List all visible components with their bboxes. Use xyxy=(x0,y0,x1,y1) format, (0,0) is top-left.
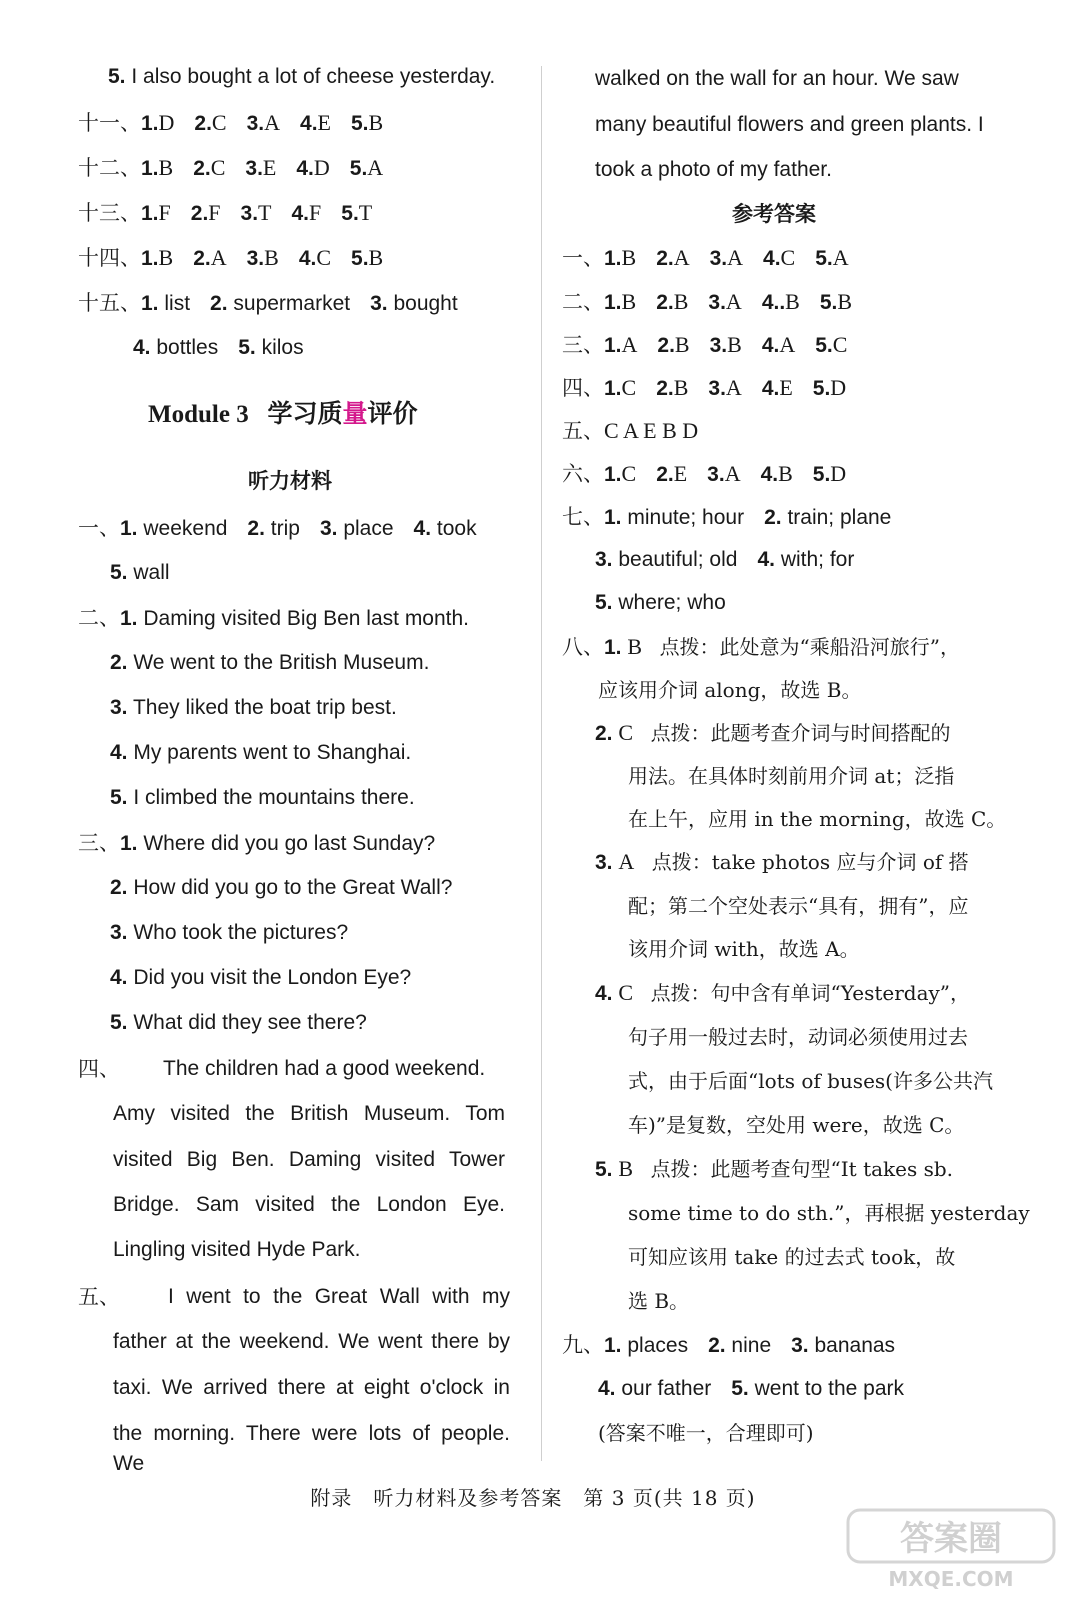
listening-section-5-line-2: father at the weekend. We went there by xyxy=(113,1330,510,1353)
answer-section-8-item-5-line-3: 可知应该用 take 的过去式 took，故 xyxy=(628,1245,956,1269)
answer-section-8-item-4-line-4: 车)”是复数，空处用 were，故选 C。 xyxy=(628,1113,965,1137)
right-passage-line-2: many beautiful flowers and green plants. I xyxy=(595,113,984,136)
listening-section-3-item-4: 4. Did you visit the London Eye? xyxy=(110,966,412,989)
svg-text:MXQE.COM: MXQE.COM xyxy=(888,1567,1014,1591)
listening-section-1-cont: 5. wall xyxy=(110,561,170,584)
module-title: Module 3 学习质量评价 xyxy=(148,401,418,428)
answer-section-3: 三、1.A 2.B 3.B 4.A 5.C xyxy=(562,332,848,357)
listening-section-4-label: 四、 xyxy=(78,1057,120,1081)
listening-section-2-item-4: 4. My parents went to Shanghai. xyxy=(110,741,412,764)
listening-section-2-item-5: 5. I climbed the mountains there. xyxy=(110,786,415,809)
listening-section-4-line-2: Amy visited the British Museum. Tom xyxy=(113,1102,505,1125)
answer-section-8-item-3: 3. A 点拨：take photos 应与介词 of 搭 xyxy=(595,849,969,874)
answer-row-15: 十五、1. list 2. supermarket 3. bought xyxy=(78,291,458,315)
answer-section-7: 七、1. minute; hour 2. train; plane xyxy=(562,505,892,529)
answer-section-8-item-5-line-4: 选 B。 xyxy=(628,1289,690,1313)
answer-section-7-cont-2: 5. where; who xyxy=(595,591,726,614)
watermark-logo xyxy=(846,1506,1056,1592)
answer-section-9-cont: 4. our father 5. went to the park xyxy=(598,1377,905,1400)
answer-section-8-item-1-line-2: 应该用介词 along，故选 B。 xyxy=(598,678,862,702)
listening-section-2-item-2: 2. We went to the British Museum. xyxy=(110,651,430,674)
listening-section-4-line-3: visited Big Ben. Daming visited Tower xyxy=(113,1148,505,1171)
right-passage-line-1: walked on the wall for an hour. We saw xyxy=(595,67,959,90)
listening-heading: 听力材料 xyxy=(248,470,332,493)
answers-heading: 参考答案 xyxy=(732,203,816,226)
answer-section-6: 六、1.C 2.E 3.A 4.B 5.D xyxy=(562,461,847,486)
answer-section-8-item-2: 2. C 点拨：此题考查介词与时间搭配的 xyxy=(595,720,951,745)
answer-section-8-item-2-line-2: 用法。在具体时刻前用介词 at；泛指 xyxy=(628,764,955,788)
answer-section-5: 五、C A E B D xyxy=(562,418,699,443)
column-divider xyxy=(541,66,542,1461)
right-passage-line-3: took a photo of my father. xyxy=(595,158,832,181)
listening-section-5-line-4: the morning. There were lots of people. We xyxy=(113,1422,510,1475)
answer-row-13: 十三、1.F 2.F 3.T 4.F 5.T xyxy=(78,200,373,225)
listening-section-1: 一、1. weekend 2. trip 3. place 4. took xyxy=(78,516,477,540)
listening-section-2-item-3: 3. They liked the boat trip best. xyxy=(110,696,397,719)
answer-row-11: 十一、1.D 2.C 3.A 4.E 5.B xyxy=(78,110,384,135)
answer-section-7-cont-1: 3. beautiful; old 4. with; for xyxy=(595,548,855,571)
svg-text:答案圈: 答案圈 xyxy=(900,1519,1002,1559)
listening-section-4-line-5: Lingling visited Hyde Park. xyxy=(113,1238,361,1261)
answer-section-8-item-4: 4. C 点拨：句中含有单词“Yesterday”， xyxy=(595,980,971,1005)
answer-section-1: 一、1.B 2.A 3.A 4.C 5.A xyxy=(562,245,849,270)
listening-section-2-item-1: 二、1. Daming visited Big Ben last month. xyxy=(78,606,470,630)
listening-section-5-line-1: I went to the Great Wall with my xyxy=(168,1285,510,1308)
answer-row-12: 十二、1.B 2.C 3.E 4.D 5.A xyxy=(78,155,384,180)
listening-section-4-line-1: The children had a good weekend. xyxy=(163,1057,486,1080)
page-footer: 附录 听力材料及参考答案 第 3 页(共 18 页) xyxy=(310,1486,756,1510)
answer-section-2: 二、1.B 2.B 3.A 4..B 5.B xyxy=(562,289,853,314)
answer-row-14: 十四、1.B 2.A 3.B 4.C 5.B xyxy=(78,245,384,270)
answer-row-15-cont: 4. bottles 5. kilos xyxy=(133,336,304,359)
answer-section-8-item-4-line-3: 式，由于后面“lots of buses(许多公共汽 xyxy=(628,1069,993,1093)
answer-section-9: 九、1. places 2. nine 3. bananas xyxy=(562,1333,896,1357)
answer-section-8-item-5-line-2: some time to do sth.”，再根据 yesterday xyxy=(628,1201,1030,1225)
answer-section-8-item-2-line-3: 在上午，应用 in the morning，故选 C。 xyxy=(628,807,1007,831)
answer-section-4: 四、1.C 2.B 3.A 4.E 5.D xyxy=(562,375,847,400)
listening-section-5-label: 五、 xyxy=(78,1285,120,1309)
listening-section-4-line-4: Bridge. Sam visited the London Eye. xyxy=(113,1193,505,1216)
listening-section-5-line-3: taxi. We arrived there at eight o'clock in xyxy=(113,1376,510,1399)
listening-section-3-item-5: 5. What did they see there? xyxy=(110,1011,367,1034)
listening-section-3-item-2: 2. How did you go to the Great Wall? xyxy=(110,876,453,899)
answer-section-8-item-3-line-3: 该用介词 with，故选 A。 xyxy=(628,937,860,961)
answer-section-8-item-4-line-2: 句子用一般过去时，动词必须使用过去 xyxy=(628,1025,968,1049)
answer-section-8-item-1: 八、1. B 点拨：此处意为“乘船沿河旅行”， xyxy=(562,634,961,659)
listening-section-3-item-1: 三、1. Where did you go last Sunday? xyxy=(78,831,436,855)
listening-section-3-item-3: 3. Who took the pictures? xyxy=(110,921,349,944)
answer-note: (答案不唯一，合理即可) xyxy=(598,1421,814,1445)
left-line-cheese: 5. I also bought a lot of cheese yesterday. xyxy=(108,65,496,88)
answer-section-8-item-3-line-2: 配；第二个空处表示“具有，拥有”，应 xyxy=(628,894,969,918)
answer-section-8-item-5: 5. B 点拨：此题考查句型“It takes sb. xyxy=(595,1156,954,1181)
